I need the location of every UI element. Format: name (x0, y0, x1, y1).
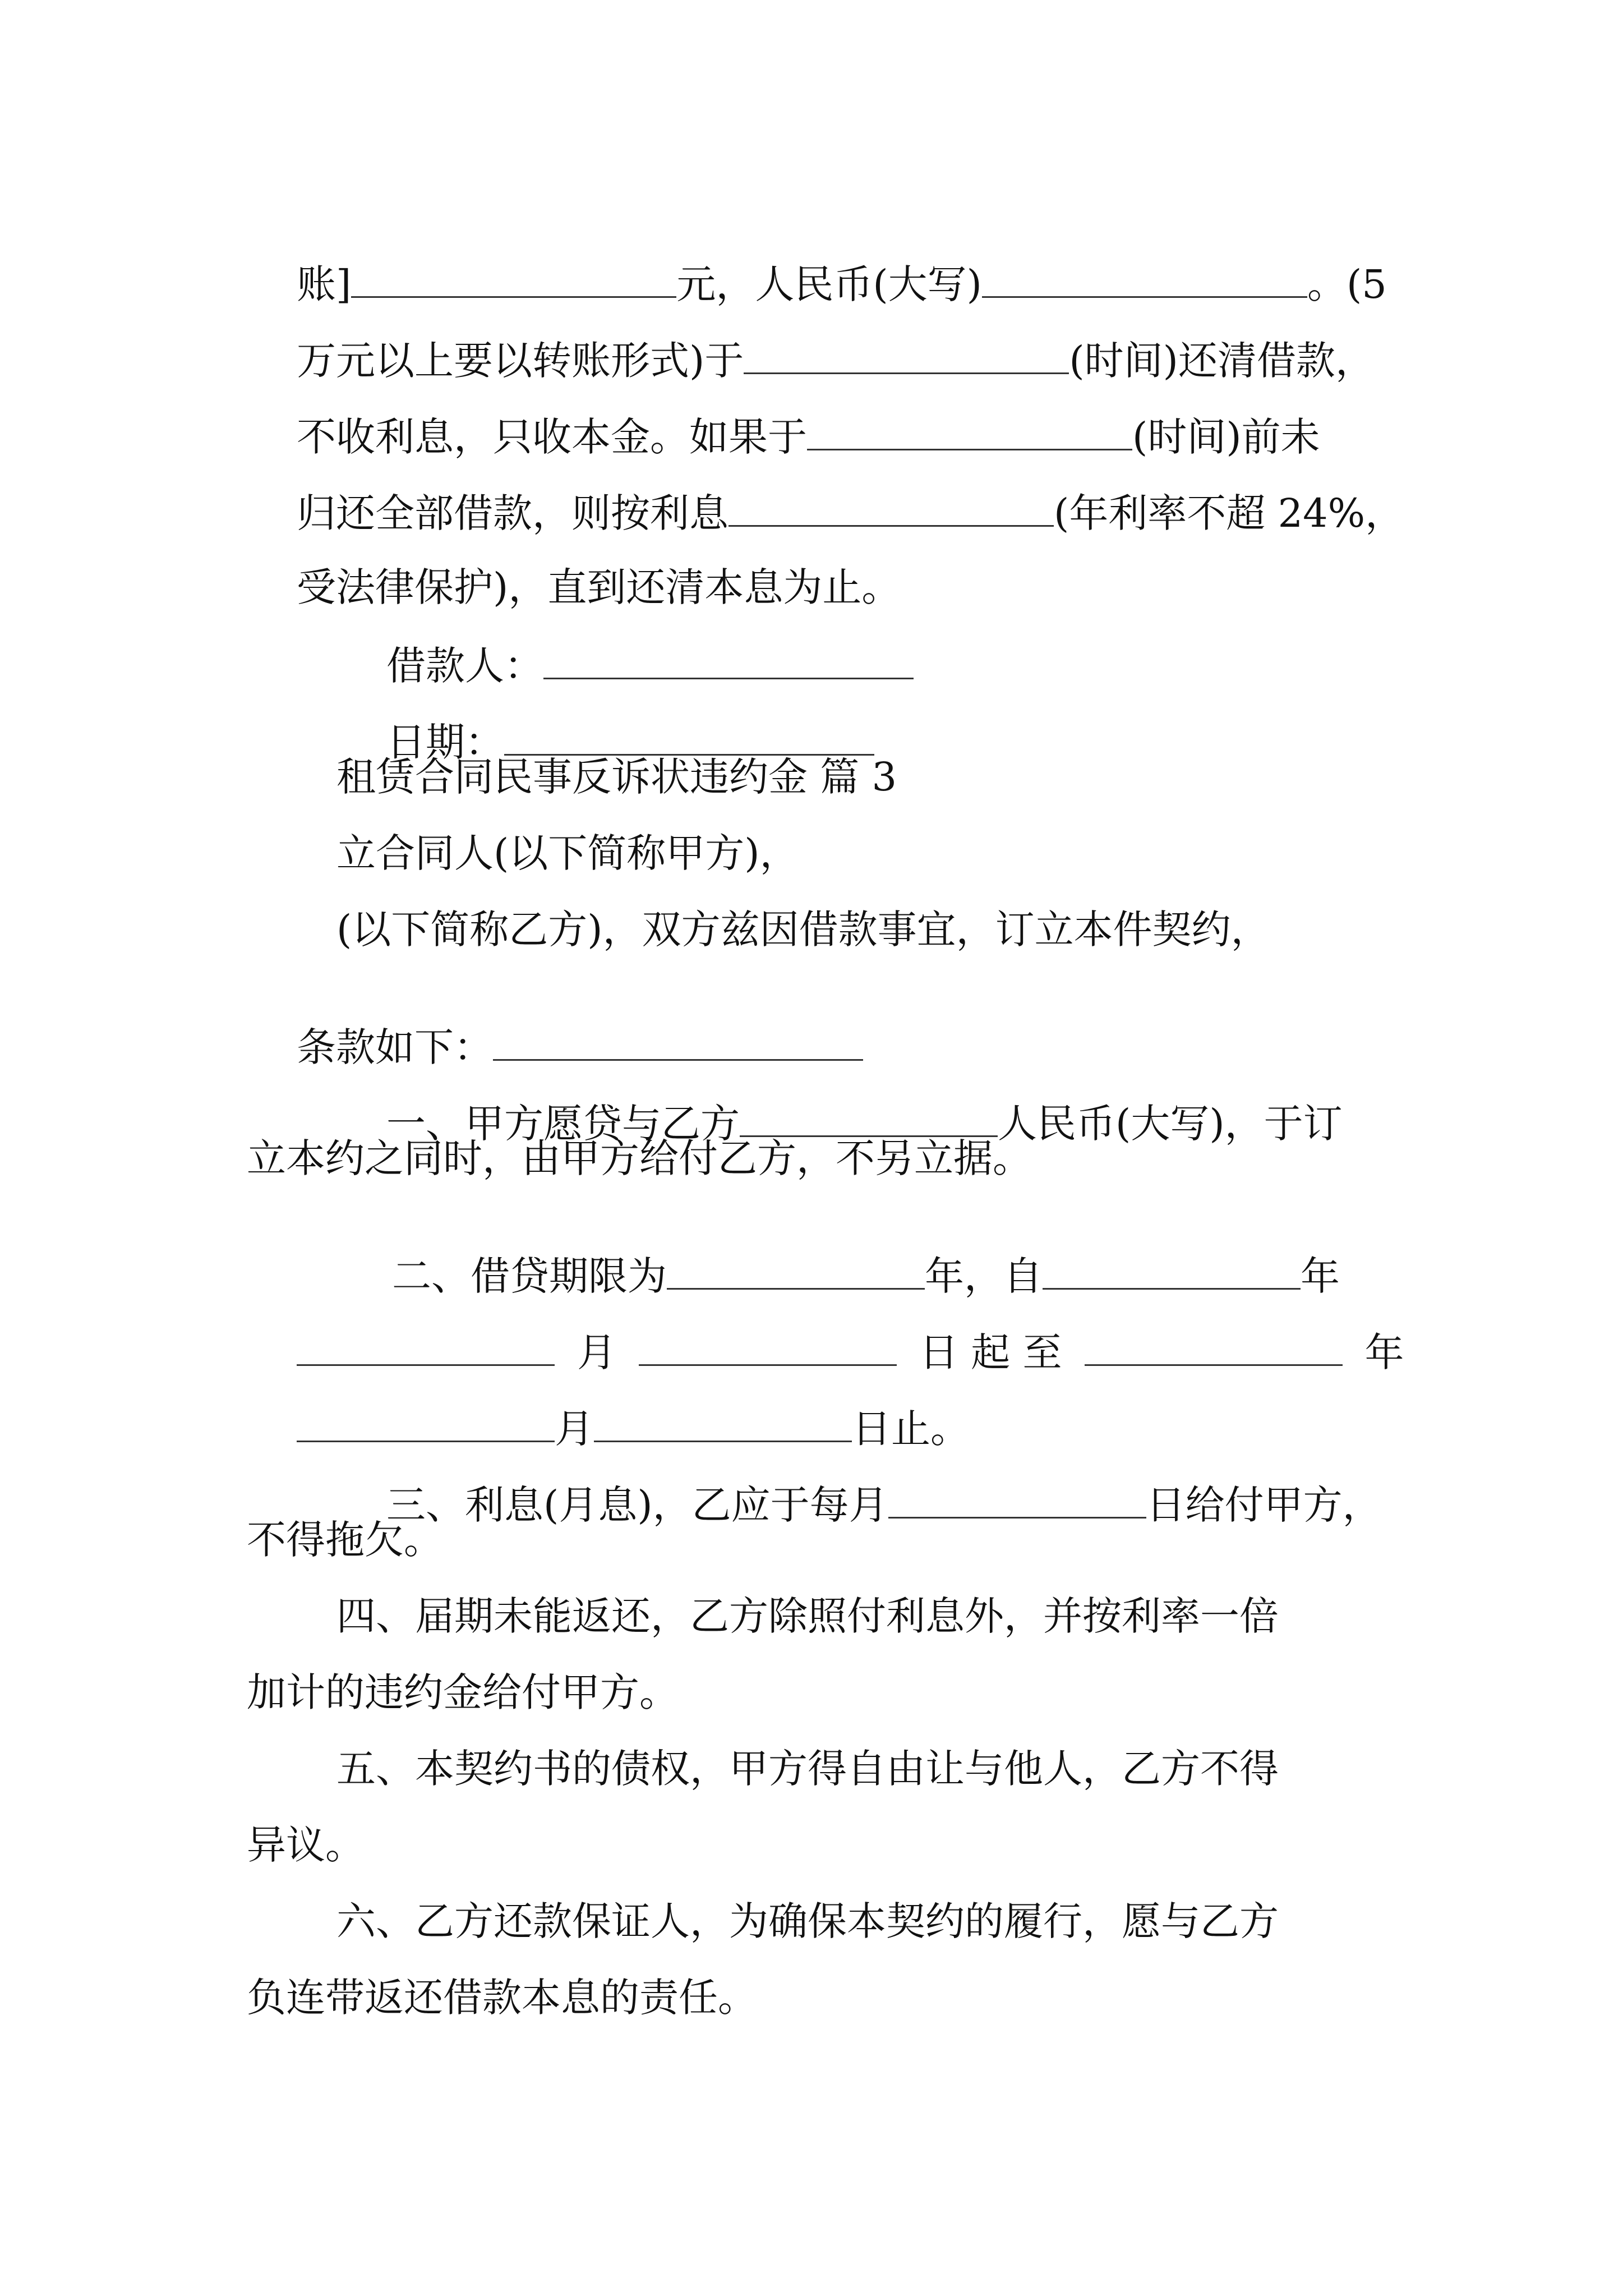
text-segment: 日止。 (852, 1406, 970, 1452)
text-line (247, 376, 1320, 460)
text-segment: 元，人民币(大写) (676, 261, 982, 307)
text-segment: 。(5 (1307, 261, 1387, 307)
clause-1-cont: 立本约之同时，由甲方给付乙方，不另立据。 (247, 1135, 1032, 1181)
clause-2-cont (247, 1291, 1404, 1375)
party-b-line: (以下简称乙方)，双方兹因借款事宜，订立本件契约， (336, 907, 1270, 953)
clause-3-line (336, 1444, 1382, 1528)
blank-field (351, 263, 676, 298)
text-line (247, 300, 1375, 384)
date-line (336, 681, 874, 765)
clause-6-cont: 负连带返还借款本息的责任。 (247, 1975, 757, 2021)
text-segment: (时间)还清借款， (1069, 338, 1375, 384)
text-segment: 月 (577, 1329, 617, 1375)
borrower-blank (543, 644, 914, 679)
text-segment: 月 (555, 1406, 594, 1452)
terms-label: 条款如下： (297, 1024, 494, 1070)
text-segment: 日给付甲方， (1146, 1482, 1382, 1528)
blank-field (297, 1407, 555, 1442)
party-a-line: 立合同人(以下简称甲方)， (336, 830, 799, 876)
blank-field (297, 1331, 555, 1366)
blank-field (744, 339, 1069, 374)
terms-line (247, 986, 863, 1070)
clause-2-line (342, 1215, 1340, 1299)
text-segment: 年 (1364, 1329, 1404, 1375)
text-segment: 二、借贷期限为 (392, 1253, 667, 1299)
text-segment: (时间)前未 (1132, 414, 1320, 460)
section-title: 租赁合同民事反诉状违约金 篇 3 (336, 754, 897, 800)
text-segment: 三、利息(月息)，乙应于每月 (386, 1482, 888, 1528)
text-segment: 受法律保护)，直到还清本息为止。 (297, 564, 901, 610)
terms-blank (493, 1025, 863, 1061)
blank-field (982, 263, 1307, 298)
text-segment: 年 (1301, 1253, 1340, 1299)
borrower-label: 借款人： (386, 643, 544, 689)
clause-1-line (336, 1062, 1343, 1147)
clause-6-line: 六、乙方还款保证人，为确保本契约的履行，愿与乙方 (336, 1898, 1279, 1944)
blank-field (888, 1483, 1146, 1519)
blank-field (1043, 1254, 1301, 1290)
text-line (247, 452, 1405, 536)
date-label: 日期： (386, 719, 505, 765)
text-segment: 万元以上要以转账形式)于 (297, 338, 744, 384)
blank-field (594, 1407, 852, 1442)
text-segment: 人民币(大写)，于订 (998, 1101, 1343, 1147)
blank-field (728, 491, 1054, 527)
date-blank (504, 720, 874, 756)
text-segment: (年利率不超 24%， (1054, 490, 1405, 536)
blank-field (667, 1254, 925, 1290)
blank-field (639, 1331, 897, 1366)
clause-4-cont: 加计的违约金给付甲方。 (247, 1669, 679, 1715)
clause-5-line: 五、本契约书的债权，甲方得自由让与他人，乙方不得 (336, 1746, 1279, 1792)
clause-3-cont: 不得拖欠。 (247, 1517, 443, 1563)
text-line (247, 528, 901, 610)
blank-field (1085, 1331, 1343, 1366)
text-segment: 账] (297, 261, 352, 307)
text-segment: 归还全部借款，则按利息 (297, 490, 729, 536)
clause-4-line: 四、届期未能返还，乙方除照付利息外，并按利率一倍 (336, 1593, 1279, 1639)
text-segment: 不收利息，只收本金。如果于 (297, 414, 808, 460)
blank-field (807, 415, 1132, 450)
text-segment: 日 起 至 (919, 1329, 1062, 1375)
clause-5-cont: 异议。 (247, 1822, 365, 1868)
text-line (247, 223, 1387, 307)
text-segment: 一、甲方愿贷与乙方 (386, 1101, 740, 1147)
blank-field (740, 1102, 998, 1137)
borrower-line (336, 605, 914, 689)
clause-2-end (247, 1368, 970, 1452)
text-segment: 年，自 (925, 1253, 1043, 1299)
